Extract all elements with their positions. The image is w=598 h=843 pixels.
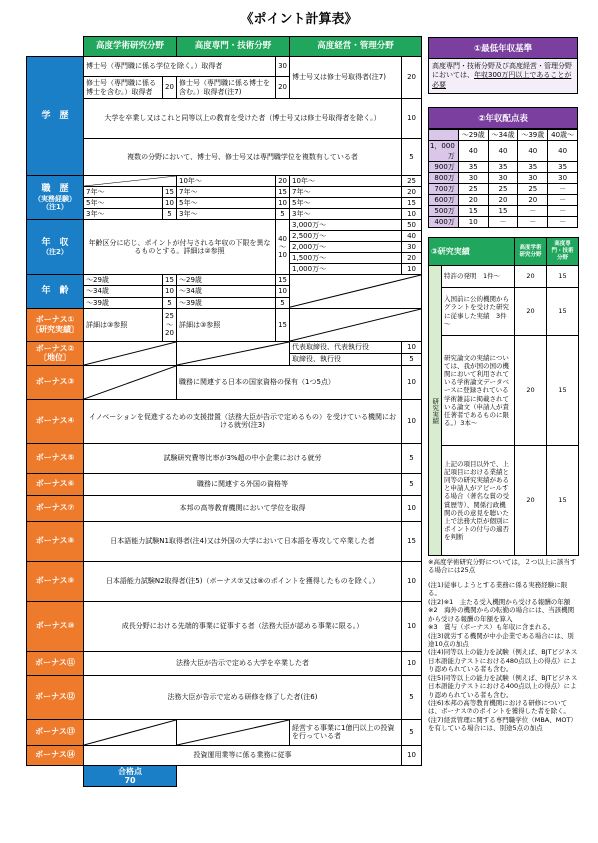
edu-doctor-pts: 30	[276, 57, 290, 77]
salary-cell: －	[488, 217, 518, 228]
salary-cell: 20	[458, 195, 488, 206]
salary-cell: －	[548, 184, 578, 195]
salary-cell: 35	[548, 162, 578, 173]
bonus1-research-pts: 25 ～ 20	[163, 308, 177, 341]
research-item: 入国前に公的機関からグラントを受けた研究に従事した実績 3件～	[442, 288, 515, 336]
exp-bus-1: 7年～	[290, 187, 402, 198]
note-item: (注4)同等以上の能力を試験（例えば、BJTビジネス日本語能力テストにおける480点以上の得点）により認められている者も含む。	[428, 648, 578, 674]
salary-cell: 35	[488, 162, 518, 173]
research-pts: 20	[515, 288, 547, 336]
research-table: ③研究実績 高度学術研究分野 高度専門・技術分野 研究実績 特許の発明 1件～ 20 15 入国前に公的機関からグラントを受けた研究に従事した実績 3件～ 20 15 研究論文の実績については、我が国の国の機関において利用されている学術論文データベースに登録されている学術雑誌に掲載されている論文（申請人が責任著者であるものに限る。）3本～ 20 15 上記の項目以外で、上記項目における業績と同等の研究実績があると申請人がアピールする場合（著名な賞の受賞歴等）、関係行政機関の長の意見を聴いた上で法務大臣が個別にポイントの付与の適否を判断 20 15	[428, 237, 579, 556]
research-item: 上記の項目以外で、上記項目における業績と同等の研究実績があると申請人がアピールする場合（著名な賞の受賞歴等）、関係行政機関の長の意見を聴いた上で法務大臣が個別にポイントの付与の適否を判断	[442, 446, 515, 556]
age-prof-0: ～29歳	[177, 275, 276, 286]
salary-bus-0: 3,000万～	[290, 220, 402, 231]
header-research: 高度学術研究分野	[84, 37, 177, 57]
salary-cell: 10	[458, 217, 488, 228]
research-pts: 20	[515, 446, 547, 556]
exp-bus-2: 5年～	[290, 198, 402, 209]
salary-cell: 15	[458, 206, 488, 217]
note-item: ※3 賞与（ボーナス）も年収に含まれる。	[428, 623, 555, 632]
note-item: (注5)同等以上の能力を試験（例えば、BJTビジネス日本語能力テストにおける400点以上の得点）により認められている者も含む。	[428, 673, 578, 699]
exp-research-2: 3年～	[84, 209, 163, 220]
category-bonus12: ボーナス⑫	[27, 675, 84, 719]
salary-row-label: 700万	[429, 184, 459, 195]
research-note: ※高度学術研究分野については，２つ以上に該当する場合には25点	[428, 558, 577, 575]
age-prof-1: ～34歳	[177, 286, 276, 297]
age-business-empty	[290, 275, 422, 308]
category-bonus9: ボーナス⑨	[27, 561, 84, 601]
page-title: 《ポイント計算表》	[240, 12, 358, 27]
research-item: 研究論文の実績については、我が国の国の機関において利用されている学術論文データベースに登録されている学術雑誌に掲載されている論文（申請人が責任著者であるものに限る。）3本～	[442, 336, 515, 446]
points-table: 高度学術研究分野 高度専門・技術分野 高度経営・管理分野 学 歴 博士号（専門職に係る学位を除く。）取得者 30 博士号又は修士号取得者(注7) 20 修士号（専門職に係る博士を含む。）取得者 20 修士号（専門職に係る博士を含む。）取得者(注7) 20 大学を卒業し又はこれと同等以上の教育を受けた者（博士号又は修士号取得者を除く。） 10 複数の分野において、博士号、修士号又は専門職学位を複数有している者 5 職 歴 （実務経験） （注1） 10年～ 20 10年～ 25 7年～ 15 7年～ 15 7年～ 20 5年～ 10 5年～ 10 5年～ 15 3年～ 5 3年～ 5 3年～ 10 年 収 （注2） 年齢区分に応じ、ポイントが付与される年収の下限を異なるものとする。詳細は②参照 40 ～ 10 3,000万～ 50 2,500万～ 40 2,000万～ 30 1,500万～ 20 1,000万～ 10 年 齢 ～29歳 15 ～29歳 15 ～34歳 10 ～34歳 10 ～39歳 5 ～39歳 5 ボーナス① 〔研究実績〕 詳細は③参照 25 ～ 20 詳細は③参照 15 ボーナス② 〔地位〕 代表取締役、代表執行役 10 取締役、執行役 5 ボーナス③ 職務に関連する日本の国家資格の保有（1つ5点） 10 ボーナス④ イノベーションを促進するための支援措置（法務大臣が告示で定めるもの）を受けている機関における就労(注3) 10 ボーナス⑤ 試験研究費等比率が3%超の中小企業における就労 5 ボーナス⑥ 職務に関連する外国の資格等 5 ボーナス⑦ 本邦の高等教育機関において学位を取得 10 ボーナス⑧ 日本語能力試験N1取得者(注4)又は外国の大学において日本語を専攻して卒業した者 15 ボーナス⑨ 日本語能力試験N2取得者(注5)（ボーナス⑦又は⑧のポイントを獲得したものを除く。） 10 ボーナス⑩ 成長分野における先端的事業に従事する者（法務大臣が認める事業に限る。） 10 ボーナス⑪ 法務大臣が告示で定める大学を卒業した者 10 ボーナス⑫ 法務大臣が告示で定める研修を修了した者(注6) 5 ボーナス⑬ 経営する事業に1億円以上の投資を行っている者 5 ボーナス⑭ 投資運用業等に係る業務に従事 10 合格点 70	[26, 36, 422, 787]
age-research-1: ～34歳	[84, 286, 163, 297]
bonus13-research-empty	[84, 719, 177, 745]
edu-multiple-pts: 5	[402, 139, 422, 176]
min-salary-panel	[428, 37, 578, 94]
bonus14-text: 投資運用業等に係る業務に従事	[84, 745, 402, 765]
research-pts: 15	[547, 288, 579, 336]
salary-cell: 35	[518, 162, 548, 173]
salary-row-label: 400万	[429, 217, 459, 228]
category-age: 年 齢	[27, 275, 84, 308]
salary-cell: 25	[488, 184, 518, 195]
bonus13-prof-empty	[177, 719, 290, 745]
category-bonus5: ボーナス⑤	[27, 443, 84, 473]
bonus2-prof-empty	[177, 341, 290, 365]
edu-business: 博士号又は修士号取得者(注7)	[290, 57, 402, 99]
salary-cell: －	[548, 206, 578, 217]
research-pts: 20	[515, 336, 547, 446]
header-business: 高度経営・管理分野	[290, 37, 422, 57]
bonus2-rep: 代表取締役、代表執行役	[290, 341, 402, 353]
research-vertical-label: 研究実績	[429, 266, 442, 556]
salary-text: 年齢区分に応じ、ポイントが付与される年収の下限を異なるものとする。詳細は②参照	[84, 220, 276, 275]
exp-prof-2: 5年～	[177, 198, 276, 209]
note-item: (注3)就労する機関が中小企業である場合には、別途10点の加点	[428, 631, 574, 648]
age-prof-2: ～39歳	[177, 297, 276, 308]
salary-bus-3: 1,500万～	[290, 253, 402, 264]
header-professional: 高度専門・技術分野	[177, 37, 290, 57]
bonus11-text: 法務大臣が告示で定める大学を卒業した者	[84, 651, 402, 675]
min-salary-text-b: 年収300万円以上であることが必要	[432, 71, 572, 89]
exp-prof-3: 3年～	[177, 209, 276, 220]
salary-row-label: 900万	[429, 162, 459, 173]
bonus4-text: イノベーションを促進するための支援措置（法務大臣が告示で定めるもの）を受けている機関における就労(注3)	[84, 399, 402, 443]
note-item: (注6)本邦の高等教育機関における研修については、ボーナス⑦のポイントを獲得した者を除く。	[428, 699, 570, 716]
salary-range: 40 ～ 10	[276, 220, 290, 275]
pass-score: 合格点 70	[84, 765, 177, 786]
note-item: (注1)従事しようとする業務に係る実務経験に限る。	[428, 580, 568, 598]
bonus12-text: 法務大臣が告示で定める研修を修了した者(注6)	[84, 675, 402, 719]
category-bonus6: ボーナス⑥	[27, 473, 84, 495]
bonus1-prof-pts: 15	[276, 308, 290, 341]
edu-master-prof: 修士号（専門職に係る博士を含む。）取得者(注7)	[177, 77, 276, 99]
bonus1-business-empty	[290, 308, 422, 341]
note-item: ※2 海外の機関からの転勤の場合には、当該機関から受ける報酬の年額を算入	[428, 606, 575, 623]
salary-row-label: 800万	[429, 173, 459, 184]
salary-cell: 35	[458, 162, 488, 173]
salary-cell: 20	[518, 195, 548, 206]
salary-cell: 30	[488, 173, 518, 184]
note-item: (注2)※1 主たる受入機関から受ける報酬の年額	[428, 597, 571, 606]
salary-cell: 30	[458, 173, 488, 184]
exp-research-empty	[84, 176, 177, 187]
salary-row-label: 500万	[429, 206, 459, 217]
bonus10-text: 成長分野における先端的事業に従事する者（法務大臣が認める事業に限る。）	[84, 601, 402, 651]
category-bonus2: ボーナス② 〔地位〕	[27, 341, 84, 365]
salary-cell: 20	[488, 195, 518, 206]
salary-cell: 15	[488, 206, 518, 217]
category-bonus3: ボーナス③	[27, 365, 84, 399]
bonus5-text: 試験研究費等比率が3%超の中小企業における就労	[84, 443, 402, 473]
category-bonus14: ボーナス⑭	[27, 745, 84, 765]
age-research-0: ～29歳	[84, 275, 163, 286]
salary-cell: －	[548, 217, 578, 228]
salary-cell: 40	[458, 141, 488, 162]
category-education: 学 歴	[27, 57, 84, 176]
edu-master-research-pts: 20	[163, 77, 177, 99]
salary-cell: －	[518, 217, 548, 228]
bonus6-text: 職務に関連する外国の資格等	[84, 473, 402, 495]
bonus3-research-empty	[84, 365, 177, 399]
salary-cell: 30	[548, 173, 578, 184]
bonus1-prof: 詳細は③参照	[177, 308, 276, 341]
salary-table: ～29歳 ～34歳 ～39歳 40歳～ 1，000万 40 40 40 40 900万 35 35 35 35 800万 30 30 30 30 700万 25 25 25 － 600万 20 20 20 － 500万 15 15 － － 400万 10 － － －	[428, 129, 578, 228]
bonus9-text: 日本語能力試験N2取得者(注5)（ボーナス⑦又は⑧のポイントを獲得したものを除く。）	[84, 561, 402, 601]
salary-bus-2: 2,000万～	[290, 242, 402, 253]
edu-master-research: 修士号（専門職に係る博士を含む。）取得者	[84, 77, 163, 99]
salary-cell: －	[518, 206, 548, 217]
note-item: (注7)経営管理に関する専門職学位（MBA、MOT）を有している場合には、別途5点の加点	[428, 715, 577, 733]
salary-table-panel	[428, 107, 578, 228]
min-salary-title: ①最低年収基準	[428, 37, 578, 59]
salary-cell: 40	[488, 141, 518, 162]
category-bonus11: ボーナス⑪	[27, 651, 84, 675]
bonus7-text: 本邦の高等教育機関において学位を取得	[84, 495, 402, 521]
category-bonus10: ボーナス⑩	[27, 601, 84, 651]
exp-research-0: 7年～	[84, 187, 163, 198]
salary-cell: 40	[518, 141, 548, 162]
research-panel	[428, 237, 578, 733]
notes-list	[428, 581, 578, 733]
salary-cell: 30	[518, 173, 548, 184]
bonus2-research-empty	[84, 341, 177, 365]
salary-bus-1: 2,500万～	[290, 231, 402, 242]
research-pts: 15	[547, 266, 579, 288]
bonus8-text: 日本語能力試験N1取得者(注4)又は外国の大学において日本語を専攻して卒業した者	[84, 521, 402, 561]
edu-multiple: 複数の分野において、博士号、修士号又は専門職学位を複数有している者	[84, 139, 402, 176]
salary-cell: 25	[458, 184, 488, 195]
edu-business-pts: 20	[402, 57, 422, 99]
exp-bus-3: 3年～	[290, 209, 402, 220]
salary-cell: 25	[518, 184, 548, 195]
category-bonus7: ボーナス⑦	[27, 495, 84, 521]
bonus2-director: 取締役、執行役	[290, 353, 402, 365]
salary-cell: －	[548, 195, 578, 206]
category-experience: 職 歴 （実務経験） （注1）	[27, 176, 84, 220]
exp-bus-0: 10年～	[290, 176, 402, 187]
exp-research-1: 5年～	[84, 198, 163, 209]
min-salary-text-a: 高度専門・技術分野及び高度経営・管理分野においては、	[432, 62, 572, 80]
research-pts: 20	[515, 266, 547, 288]
exp-prof-1: 7年～	[177, 187, 276, 198]
category-bonus8: ボーナス⑧	[27, 521, 84, 561]
research-pts: 15	[547, 336, 579, 446]
research-title: ③研究実績	[429, 238, 515, 266]
edu-doctor: 博士号（専門職に係る学位を除く。）取得者	[84, 57, 276, 77]
category-bonus4: ボーナス④	[27, 399, 84, 443]
category-bonus13: ボーナス⑬	[27, 719, 84, 745]
category-bonus1: ボーナス① 〔研究実績〕	[27, 308, 84, 341]
age-research-2: ～39歳	[84, 297, 163, 308]
edu-master-prof-pts: 20	[276, 77, 290, 99]
salary-cell: 40	[548, 141, 578, 162]
edu-bachelor: 大学を卒業し又はこれと同等以上の教育を受けた者（博士号又は修士号取得者を除く。）	[84, 99, 402, 139]
salary-bus-4: 1,000万～	[290, 264, 402, 275]
research-item: 特許の発明 1件～	[442, 266, 515, 288]
bonus13-text: 経営する事業に1億円以上の投資を行っている者	[290, 719, 402, 745]
edu-bachelor-pts: 10	[402, 99, 422, 139]
salary-row-label: 1，000万	[429, 141, 459, 162]
category-salary: 年 収 （注2）	[27, 220, 84, 275]
bonus1-research: 詳細は③参照	[84, 308, 163, 341]
bonus3-text: 職務に関連する日本の国家資格の保有（1つ5点）	[177, 365, 402, 399]
exp-prof-0: 10年～	[177, 176, 276, 187]
salary-row-label: 600万	[429, 195, 459, 206]
salary-table-title: ②年収配点表	[428, 107, 578, 129]
research-pts: 15	[547, 446, 579, 556]
